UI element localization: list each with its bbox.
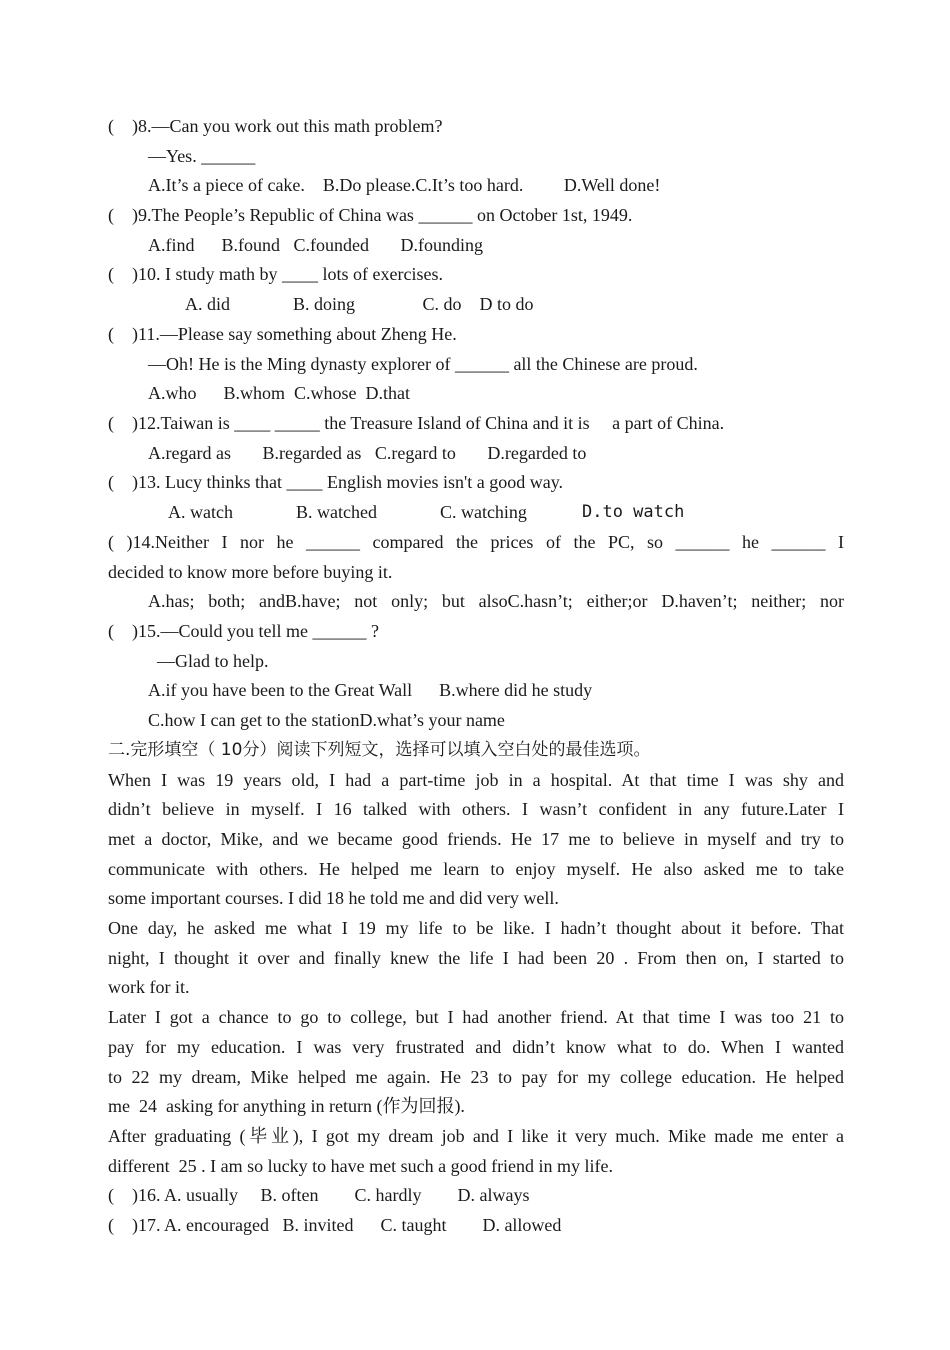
- question-11: ( )11.—Please say something about Zheng He.: [108, 324, 457, 344]
- question-9-options: A.find B.found C.founded D.founding: [148, 235, 483, 255]
- question-17: ( )17. A. encouraged B. invited C. taught D. allowed: [108, 1215, 562, 1235]
- passage-line-10: pay for my education. I was very frustrated and didn’t know what to do. When I wanted: [108, 1037, 844, 1057]
- question-10: ( )10. I study math by ____ lots of exercises.: [108, 264, 443, 284]
- question-16: ( )16. A. usually B. often C. hardly D. always: [108, 1185, 530, 1205]
- question-12: ( )12.Taiwan is ____ _____ the Treasure Island of China and it is a part of China.: [108, 413, 725, 433]
- passage-line-5: some important courses. I did 18 he told me and did very well.: [108, 888, 559, 908]
- question-9: ( )9.The People’s Republic of China was ______ on October 1st, 1949.: [108, 205, 633, 225]
- question-15-dialogue: —Glad to help.: [157, 651, 269, 671]
- passage-line-4: communicate with others. He helped me learn to enjoy myself. He also asked me to take: [108, 859, 844, 879]
- question-8-dialogue: —Yes. ______: [148, 146, 256, 166]
- question-10-options: A. did B. doing C. do D to do: [185, 294, 534, 314]
- passage-line-11: to 22 my dream, Mike helped me again. He 23 to pay for my college education. He helped: [108, 1067, 844, 1087]
- question-14-options: A.has; both; andB.have; not only; but alsoC.hasn’t; either;or D.haven’t; neither; nor: [148, 591, 844, 611]
- question-15-options-ab: A.if you have been to the Great Wall B.where did he study: [148, 680, 593, 700]
- passage-line-2: didn’t believe in myself. I 16 talked with others. I wasn’t confident in any future.Later I: [108, 799, 844, 819]
- section-2-heading: 二.完形填空（ 10分）阅读下列短文，选择可以填入空白处的最佳选项。: [108, 740, 651, 760]
- question-13-option-d: D.to watch: [582, 502, 685, 522]
- question-13: ( )13. Lucy thinks that ____ English movies isn't a good way.: [108, 472, 564, 492]
- question-8-options: A.It’s a piece of cake. B.Do please.C.It’s too hard. D.Well done!: [148, 175, 661, 195]
- question-14: ( )14.Neither I nor he ______ compared the prices of the PC, so ______ he ______ I: [108, 532, 844, 552]
- passage-line-9: Later I got a chance to go to college, but I had another friend. At that time I was too 21 to: [108, 1007, 844, 1027]
- question-13-options: A. watch B. watched C. watching: [168, 502, 527, 522]
- question-12-options: A.regard as B.regarded as C.regard to D.regarded to: [148, 443, 587, 463]
- passage-line-6: One day, he asked me what I 19 my life to be like. I hadn’t thought about it before. That: [108, 918, 844, 938]
- question-14-continuation: decided to know more before buying it.: [108, 562, 393, 582]
- passage-line-14: different 25 . I am so lucky to have met such a good friend in my life.: [108, 1156, 614, 1176]
- question-11-dialogue: —Oh! He is the Ming dynasty explorer of ______ all the Chinese are proud.: [148, 354, 698, 374]
- question-8: ( )8.—Can you work out this math problem?: [108, 116, 443, 136]
- passage-line-7: night, I thought it over and finally knew the life I had been 20 . From then on, I started to: [108, 948, 844, 968]
- passage-line-13: After graduating (毕业), I got my dream job and I like it very much. Mike made me enter a: [108, 1126, 844, 1146]
- passage-line-8: work for it.: [108, 977, 190, 997]
- passage-line-12: me 24 asking for anything in return (作为回报).: [108, 1096, 465, 1116]
- passage-line-1: When I was 19 years old, I had a part-time job in a hospital. At that time I was shy and: [108, 770, 844, 790]
- question-15: ( )15.—Could you tell me ______ ?: [108, 621, 379, 641]
- question-15-options-cd: C.how I can get to the stationD.what’s your name: [148, 710, 505, 730]
- passage-line-3: met a doctor, Mike, and we became good friends. He 17 me to believe in myself and try to: [108, 829, 844, 849]
- question-11-options: A.who B.whom C.whose D.that: [148, 383, 410, 403]
